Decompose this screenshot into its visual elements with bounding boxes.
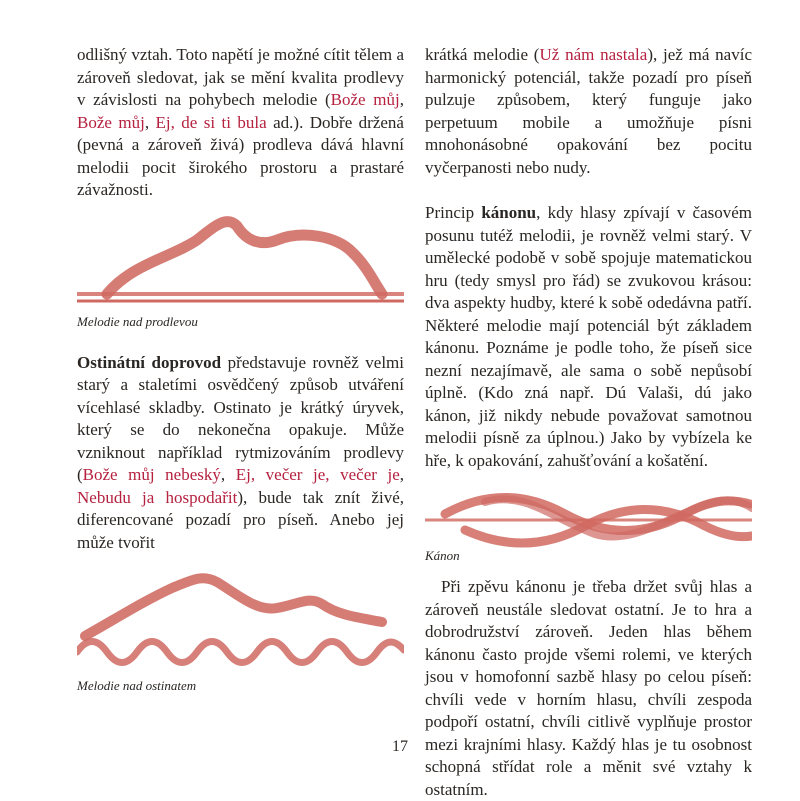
canon-illustration	[425, 490, 752, 548]
paragraph-canon-singing: Při zpěvu kánonu je třeba držet svůj hlas a zároveň neustále sledovat ostatní. Je to hra a dobrodružství zároveň. Jeden hlas během kánonu často projde všemi rolemi, ve kterých jsou v homofonní sazbě hlasy po celou píseň: chvíli vede v horním hlasu, chvíli zespoda podpoří ostatní, chvíli citlivě vyplňuje prostor mezi krajními hlasy. Každý hlas je tu osobnost schopná střídat role a měnit své vztahy k ostatním.	[425, 577, 752, 799]
melody-over-ostinato-illustration	[77, 560, 404, 678]
figure-caption: Kánon	[425, 548, 460, 563]
song-title: Bože můj	[330, 90, 400, 109]
melody-over-drone-illustration	[77, 202, 404, 314]
song-title: Bože můj nebeský	[82, 465, 221, 484]
song-title: Nebudu ja hospodařit	[77, 487, 238, 507]
song-title: Ej, večer je, večer je	[235, 465, 400, 484]
paragraph-ostinato-ending: krátká melodie (Už nám nastala), jež má navíc harmonický potenciál, takže pozadí pro píseň pulzuje způsobem, který funguje jako perpetuum mobile a umožňuje písni mnohonásobné opakování bez pocitu vyčerpanosti nebo nudy.	[425, 45, 752, 177]
paragraph-drone-ending: odlišný vztah. Toto napětí je možné cítit tělem a zároveň sledovat, jak se mění kvalita prodlevy v závislosti na pohybech melodie (Bože můj, Bože můj, Ej, de si ti bula ad.). Dobře držená (pevná a zároveň živá) prodleva dává hlavní melodii pocit širokého prostoru a prastaré závažnosti.	[77, 45, 404, 199]
figure-caption: Melodie nad prodlevou	[77, 313, 198, 329]
song-title: Bože můj	[77, 112, 145, 132]
left-column	[77, 44, 404, 694]
term: kánonu	[481, 203, 537, 222]
song-title: Už nám nastala	[539, 45, 648, 64]
song-title: Ej, de si ti bula	[155, 112, 267, 132]
term: Ostinátní doprovod	[77, 352, 222, 372]
right-column	[425, 44, 752, 801]
page-number: 17	[392, 738, 408, 755]
paragraph-canon: Princip kánonu, kdy hlasy zpívají v časovém posunu tutéž melodii, je rovněž velmi starý. V umělecké podobě v sobě spojuje matematickou hru (tedy smysl pro řád) se zvukovou krásou: dva aspekty hudby, které k sobě odedávna patří. Některé melodie mají potenciál být základem kánonu. Poznáme je podle toho, že píseň sice nezní nezajímavě, ale sama o sobě nepůsobí úplně. (Kdo zná např. Dú Valaši, dú jako kánon, již nikdy nebude považovat samotnou melodii písně za úplnou.) Jako by vybízela ke hře, k opakování, zahušťování a košatění.	[425, 203, 752, 470]
paragraph-ostinato: Ostinátní doprovod představuje rovněž velmi starý a staletími osvědčený způsob utváření vícehlasé skladby. Ostinato je krátký úryvek, který se do nekonečna opakuje. Může vzniknout například rytmizováním prodlevy (Bože můj nebeský, Ej, večer je, večer je, Nebudu ja hospodařit), bude tak znít živé, diferencované pozadí pro píseň. Anebo jej může tvořit	[77, 352, 405, 552]
figure-caption: Melodie nad ostinatem	[77, 678, 197, 693]
